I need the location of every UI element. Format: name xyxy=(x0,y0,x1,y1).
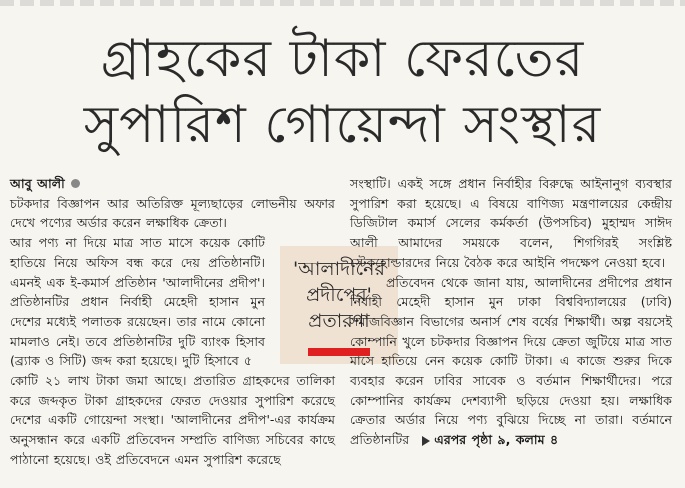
headline-line-1: গ্রাহকের টাকা ফেরতের xyxy=(100,29,585,89)
byline xyxy=(10,174,335,194)
article-column-right xyxy=(350,174,672,450)
pull-quote-line-3: প্রতারণা xyxy=(308,310,370,332)
top-rule xyxy=(0,0,685,6)
continued-arrow-icon xyxy=(422,436,430,446)
paragraph: চটকদার বিজ্ঞাপন আর অতিরিক্ত মূল্যছাড়ের লোভনীয় অফার দেখে পণ্যের অর্ডার করেন লক্ষাধিক ক্রেতা। xyxy=(10,195,335,231)
pull-quote-line-2: প্রদীপের' xyxy=(306,284,372,306)
paragraph-narrow: আর পণ্য না দিয়ে মাত্র সাত মাসে কয়েক কোটি হাতিয়ে নিয়ে অফিস বন্ধ করে দেয় প্রতিষ্ঠানটি। এমনই এক ই-কমার্স প্রতিষ্ঠান 'আলাদীনের প্রদীপ'। প্রতিষ্ঠানটির প্রধান নির্বাহী মেহেদী হাসান মুন দেশের মধ্যেই পলাতক রয়েছেন। তার নামে কোনো মামলাও নেই। তবে প্রতিষ্ঠানটির দুটি ব্যাংক হিসাব (ব্র্যাক ও সিটি) জব্দ করা হয়েছে। দুটি হিসাবে ৫ xyxy=(10,235,265,369)
paragraph: কোটি ২১ লাখ টাকা জমা আছে। প্রতারিত গ্রাহকদের তালিকা করে জব্দকৃত টাকা গ্রাহকদের ফেরত দেওয়ার সুপারিশ করেছে দেশের একটি গোয়েন্দা সংস্থা। 'আলাদীনের প্রদীপ'-এর কার্যক্রম অনুসন্ধান করে একটি প্রতিবেদন সম্প্রতি বাণিজ্য সচিবের কাছে পাঠানো হয়েছে। ওই প্রতিবেদনে এমন সুপারিশ করেছে xyxy=(10,373,335,467)
paragraph: সংস্থাটি। একই সঙ্গে প্রধান নির্বাহীর বিরুদ্ধে আইনানুগ ব্যবস্থার সুপারিশ করা হয়েছে। এ বিষয়ে বাণিজ্য মন্ত্রণালয়ের কেন্দ্রীয় ডিজিটাল কমার্স সেলের কর্মকর্তা (উপসচিব) মুহাম্মদ সাঈদ আলী আমাদের সময়কে বলেন, শিগগিরই সংশ্লিষ্ট স্টেকহোল্ডারদের নিয়ে বৈঠক করে আইনি পদক্ষেপ নেওয়া হবে। xyxy=(350,176,672,270)
byline-author: আবু আলী xyxy=(10,176,65,191)
bullet-icon xyxy=(71,179,80,188)
headline xyxy=(0,26,685,158)
paragraph-text: প্রতিবেদন থেকে জানা যায়, আলাদীনের প্রদীপের প্রধান নির্বাহী মেহেদী হাসান মুন ঢাকা বিশ্ববিদ্যালয়ের (ঢাবি) সমাজবিজ্ঞান বিভাগের অনার্স শেষ বর্ষের শিক্ষার্থী। অল্প বয়সেই কোম্পানি খুলে চটকদার বিজ্ঞাপন দিয়ে ক্রেতা জুটিয়ে মাত্র সাত মাসে হাতিয়ে নেন কয়েক কোটি টাকা। এ কাজে শুরুর দিকে ব্যবহার করেন ঢাবির সাবেক ও বর্তমান শিক্ষার্থীদের। পরে কোম্পানির কার্যক্রম দেশব্যাপী ছড়িয়ে দেওয়া হয়। লক্ষাধিক ক্রেতার অর্ডার নিয়ে পণ্য বুঝিয়ে দিচ্ছে না তারা। বর্তমানে প্রতিষ্ঠানটির xyxy=(350,274,672,448)
continued-on-link[interactable]: এরপর পৃষ্ঠা ৯, কলাম ৪ xyxy=(434,432,559,448)
pull-quote-line-1: 'আলাদীনের xyxy=(293,258,385,280)
paragraph xyxy=(350,273,672,450)
headline-line-2: সুপারিশ গোয়েন্দা সংস্থার xyxy=(83,95,602,155)
